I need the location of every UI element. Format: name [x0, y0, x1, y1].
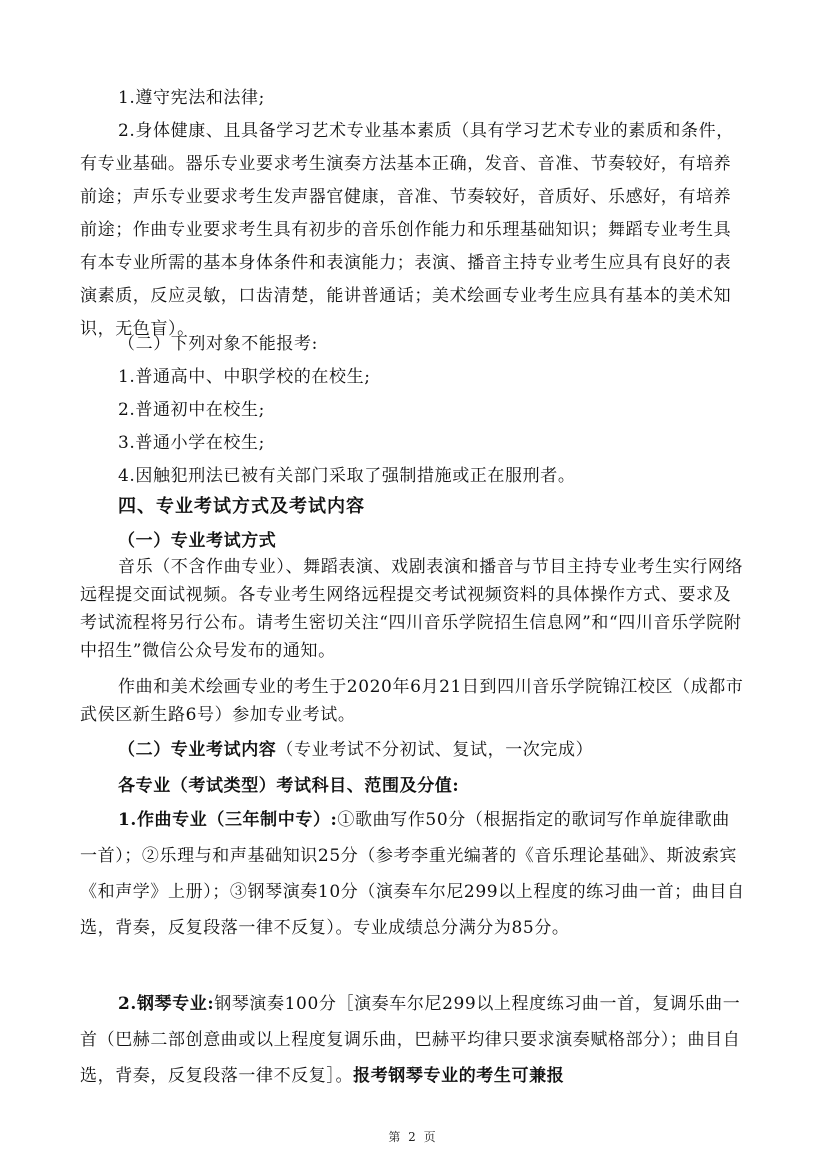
- composition-text: ①歌曲写作50分（根据指定的歌词写作单旋律歌曲一首）；②乐理与和声基础知识25分（参考李重光编著的《音乐理论基础》、斯波索宾《和声学》上册）；③钢琴演奏10分（演奏车尔尼299以上程度的练习曲一首；曲目自选，背奏，反复段落一律不反复）。专业成绩总分满分为85分。: [80, 810, 745, 938]
- exam-method-paragraph: 音乐（不含作曲专业）、舞蹈表演、戏剧表演和播音与节目主持专业考生实行网络远程提交面试视频。各专业考生网络远程提交考试视频资料的具体操作方式、要求及考试流程将另行公布。请考生密切关注“四川音乐学院招生信息网”和“四川音乐学院附中招生”微信公众号发布的通知。: [80, 557, 744, 661]
- composition-label: 1.作曲专业（三年制中专）:: [118, 810, 338, 830]
- exam-location-paragraph: 作曲和美术绘画专业的考生于2020年6月21日到四川音乐学院锦江校区（成都市武侯区新生路6号）参加专业考试。: [80, 677, 744, 725]
- excluded-item-3: 3.普通小学在校生;: [118, 433, 265, 453]
- piano-bold-tail: 报考钢琴专业的考生可兼报: [353, 1066, 565, 1086]
- page-number: 第 2 页: [388, 1130, 438, 1144]
- subsection-1-heading: （一）专业考试方式: [118, 531, 277, 551]
- excluded-item-2: 2.普通初中在校生;: [118, 400, 265, 420]
- excluded-item-4: 4.因触犯刑法已被有关部门采取了强制措施或正在服刑者。: [118, 466, 576, 486]
- subsection-2-line: [80, 734, 746, 767]
- subjects-heading: 各专业（考试类型）考试科目、范围及分值:: [118, 776, 460, 796]
- piano-text: 钢琴演奏100分［演奏车尔尼299以上程度练习曲一首，复调乐曲一首（巴赫二部创意曲或以上程度复调乐曲，巴赫平均律只要求演奏赋格部分）；曲目自选，背奏，反复段落一律不反复］。: [80, 994, 741, 1086]
- section-4-heading: 四、专业考试方式及考试内容: [118, 496, 365, 517]
- subsection-2-heading: （二）专业考试内容: [118, 740, 277, 760]
- requirement-item-2: 2.身体健康、且具备学习艺术专业基本素质（具有学习艺术专业的素质和条件，有专业基础。器乐专业要求考生演奏方法基本正确，发音、音准、节奏较好，有培养前途；声乐专业要求考生发声器官健康，音准、节奏较好，音质好、乐感好，有培养前途；作曲专业要求考生具有初步的音乐创作能力和乐理基础知识；舞蹈专业考生具有本专业所需的基本身体条件和表演能力；表演、播音主持专业考生应具有良好的表演素质，反应灵敏，口齿清楚，能讲普通话；美术绘画专业考生应具有基本的美术知识，无色盲）。: [80, 121, 734, 339]
- piano-paragraph: [80, 986, 746, 1094]
- piano-label: 2.钢琴专业:: [118, 994, 215, 1014]
- subsection-2-note: （专业考试不分初试、复试，一次完成）: [276, 740, 594, 760]
- excluded-heading: （二）下列对象不能报考:: [118, 334, 318, 354]
- composition-paragraph: [80, 802, 746, 946]
- excluded-item-1: 1.普通高中、中职学校的在校生;: [118, 367, 371, 387]
- requirement-item-1: 1.遵守宪法和法律;: [118, 88, 265, 108]
